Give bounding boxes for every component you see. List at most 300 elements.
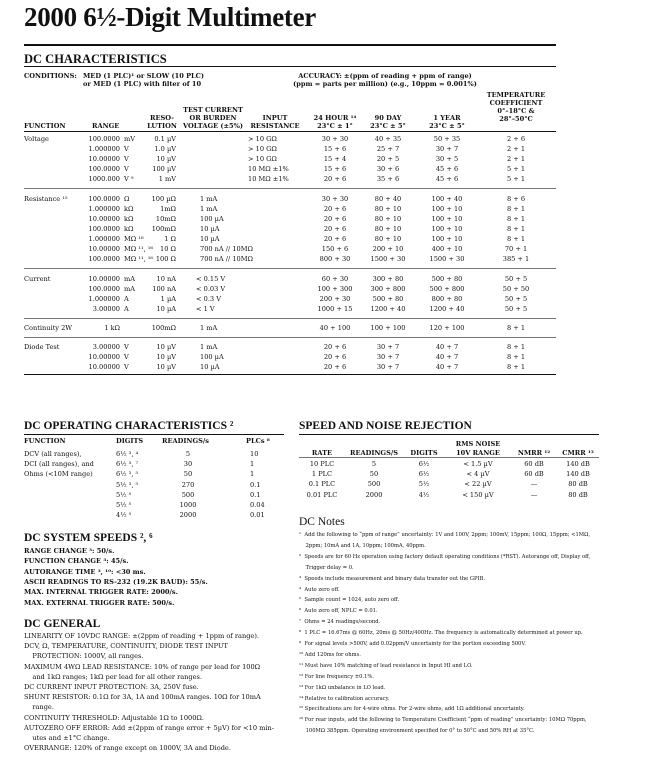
dc-cell-accuracy-1y: 100 + 10 [431, 205, 463, 213]
dc-cell-accuracy-24h: 100 + 300 [317, 285, 353, 293]
op-plcs: 0.04 [250, 501, 265, 509]
dc-cell-unit: A [124, 305, 129, 313]
sn-header-cmrr: CMRR ¹³ [562, 449, 594, 457]
header-input-1: INPUT [262, 114, 288, 122]
op-digits: 5½ ³, ⁵ [116, 480, 139, 489]
header-resolution-2: LUTION [147, 122, 177, 130]
dc-cell-resolution: 10 µA [156, 305, 176, 313]
dc-cell-accuracy-90d: 200 + 10 [372, 245, 404, 253]
sn-cell-rate: 10 PLC [309, 460, 335, 468]
dc-cell-accuracy-1y: 45 + 6 [435, 175, 459, 183]
dc-cell-accuracy-24h: 1000 + 15 [317, 305, 353, 313]
dc-cell-accuracy-24h: 20 + 6 [323, 235, 347, 243]
op-function-2: DCI (all ranges), and [24, 460, 94, 468]
op-readings: 1000 [179, 501, 197, 509]
dc-cell-accuracy-24h: 20 + 6 [323, 205, 347, 213]
note-line: ⁸ 1 PLC = 16.67ms @ 60Hz, 20ms @ 50Hz/400Hz. The frequency is automatically determined at power up. [299, 630, 583, 637]
dc-cell-resolution: 100mΩ [151, 324, 176, 332]
op-digits: 4½ ⁵ [116, 511, 132, 520]
dc-cell-accuracy-24h: 150 + 6 [321, 245, 349, 253]
op-digits: 5½ ⁵ [116, 501, 132, 509]
dc-cell-resolution: 1 µA [160, 295, 176, 303]
dc-cell-function: Resistance ¹⁵ [24, 195, 68, 203]
dc-cell-temp-coefficient: 8 + 1 [506, 205, 526, 213]
dc-cell-accuracy-90d: 1500 + 30 [370, 255, 406, 263]
conditions-line-2: or MED (1 PLC) with filter of 10 [83, 80, 202, 88]
dc-cell-accuracy-1y: 30 + 7 [435, 145, 459, 153]
sn-cell-rate: 0.01 PLC [306, 490, 338, 499]
op-plcs: 10 [250, 450, 259, 458]
page-title: 2000 6½-Digit Multimeter [24, 2, 316, 32]
dc-group-divider [24, 268, 556, 269]
dc-cell-test-current: 1 mA [200, 195, 218, 203]
op-header-digits: DIGITS [116, 437, 144, 445]
system-speed-line: AUTORANGE TIME ³, ¹⁰: <30 ms. [24, 567, 146, 576]
header-test-current-2: OR BURDEN [189, 114, 237, 122]
dc-cell-temp-coefficient: 2 + 1 [506, 145, 526, 153]
dc-cell-unit: A [124, 295, 129, 303]
op-header-plcs: PLCs ⁸ [246, 437, 270, 445]
sn-cell-rms-noise: < 1.5 µV [463, 460, 493, 468]
sn-cell-rate: 1 PLC [311, 470, 333, 479]
op-readings: 2000 [179, 511, 197, 520]
dc-cell-resolution: 0.1 µV [154, 135, 176, 143]
dc-cell-unit: MΩ ¹¹, ¹⁶ [124, 245, 154, 253]
general-line: MAXIMUM 4WΩ LEAD RESISTANCE: 10% of range per lead for 100Ω [24, 662, 261, 671]
header-1y-1: 1 YEAR [433, 114, 461, 122]
header-1y-2: 23°C ± 5° [429, 122, 465, 130]
sn-cell-nmrr: — [530, 480, 538, 489]
dc-cell-accuracy-24h: 20 + 6 [323, 215, 347, 223]
sn-header-rms-1: RMS NOISE [455, 440, 501, 448]
dc-cell-test-current: < 1 V [196, 305, 215, 313]
dc-cell-resolution: 100 µV [152, 165, 176, 173]
sn-cell-cmrr: 140 dB [566, 470, 590, 479]
sn-cell-digits: 4½ [418, 490, 430, 499]
dc-cell-resolution: 1.0 µV [154, 145, 176, 153]
dc-cell-unit: MΩ ¹⁶ [124, 235, 144, 243]
dc-cell-accuracy-24h: 20 + 6 [323, 363, 347, 371]
dc-cell-temp-coefficient: 8 + 1 [506, 225, 526, 233]
dc-cell-range: 10.00000 [88, 215, 120, 223]
dc-cell-input-resistance: > 10 GΩ [248, 155, 277, 163]
dc-cell-accuracy-1y: 50 + 35 [433, 135, 461, 143]
dc-cell-unit: kΩ [124, 215, 134, 223]
dc-cell-accuracy-1y: 120 + 100 [429, 324, 465, 332]
dc-cell-range: 100.0000 [88, 255, 120, 263]
dc-cell-resolution: 100mΩ [151, 225, 176, 233]
note-line: ¹⁰ Add 120ms for ohms. [299, 651, 361, 658]
dc-cell-test-current: < 0.03 V [196, 285, 226, 293]
dc-cell-resolution: 10 µV [156, 343, 176, 351]
op-plcs: 0.1 [250, 480, 261, 489]
note-line: ⁵ Sample count = 1024, auto zero off. [299, 597, 400, 604]
general-line: AUTOZERO OFF ERROR: Add ±(2ppm of range error + 5µV) for <10 min- [24, 723, 274, 732]
dc-cell-accuracy-90d: 30 + 7 [376, 343, 400, 351]
dc-cell-input-resistance: > 10 GΩ [248, 135, 277, 143]
sn-header-rms-2: 10V RANGE [456, 449, 500, 457]
op-header-readings: READINGS/s [162, 437, 209, 445]
dc-cell-accuracy-90d: 80 + 40 [374, 195, 402, 203]
sn-cell-nmrr: 60 dB [524, 470, 544, 479]
dc-group-divider [24, 188, 556, 189]
dc-cell-accuracy-24h: 15 + 6 [323, 145, 347, 153]
header-test-current-3: VOLTAGE (±5%) [182, 122, 244, 130]
dc-cell-accuracy-24h: 20 + 6 [323, 353, 347, 361]
general-line: CONTINUITY THRESHOLD: Adjustable 1Ω to 1000Ω. [24, 713, 204, 722]
general-line: PROTECTION: 1000V, all ranges. [24, 652, 144, 661]
dc-cell-unit: MΩ ¹¹, ¹⁶ [124, 255, 154, 263]
op-readings: 5 [185, 450, 191, 458]
dc-cell-unit: V [124, 363, 129, 371]
note-line: ³ Speeds include measurement and binary data transfer out the GPIB. [299, 575, 486, 582]
dc-cell-accuracy-90d: 30 + 6 [376, 165, 400, 173]
dc-cell-temp-coefficient: 70 + 1 [504, 245, 528, 253]
dc-cell-accuracy-90d: 100 + 100 [370, 324, 406, 332]
sn-cell-nmrr: — [530, 490, 538, 499]
sn-cell-readings: 50 [369, 470, 379, 479]
header-test-current-1: TEST CURRENT [183, 106, 243, 114]
dc-cell-resolution: 10 µV [156, 363, 176, 371]
header-rule [24, 131, 556, 132]
sn-header-nmrr: NMRR ¹² [517, 449, 551, 457]
op-plcs: 0.01 [250, 511, 265, 520]
op-readings: 500 [181, 490, 195, 499]
sn-header-digits: DIGITS [410, 449, 438, 457]
header-temp-3: 0°–18°C & [497, 107, 535, 115]
dc-cell-test-current: 100 µA [200, 215, 224, 223]
dc-cell-accuracy-1y: 500 + 800 [429, 285, 465, 293]
dc-cell-function: Current [24, 275, 51, 283]
dc-cell-accuracy-1y: 500 + 80 [431, 275, 463, 283]
dc-cell-range: 1.000000 [88, 205, 120, 213]
dc-cell-accuracy-1y: 100 + 40 [431, 195, 463, 203]
dc-cell-temp-coefficient: 2 + 1 [506, 155, 526, 163]
dc-cell-function: Voltage [24, 135, 49, 143]
dc-cell-range: 1000.000 [88, 175, 120, 183]
dc-cell-range: 100.0000 [88, 165, 120, 173]
dc-cell-temp-coefficient: 8 + 6 [506, 195, 526, 203]
dc-cell-accuracy-24h: 20 + 6 [323, 343, 347, 351]
header-24h-2: 23°C ± 1° [317, 122, 353, 130]
dc-cell-accuracy-90d: 1200 + 40 [370, 305, 406, 313]
dc-cell-unit: kΩ [124, 205, 134, 213]
system-speed-line: ASCII READINGS TO RS-232 (19.2K BAUD): 55/s. [24, 577, 208, 586]
sn-cell-cmrr: 80 dB [568, 480, 588, 489]
dc-cell-temp-coefficient: 8 + 1 [506, 343, 526, 351]
dc-cell-resolution: 100 Ω [155, 255, 176, 263]
dc-cell-test-current: 10 µA [200, 235, 220, 243]
dc-cell-accuracy-90d: 300 + 800 [370, 285, 406, 293]
dc-cell-unit: V [124, 343, 129, 351]
speed-noise-rule [299, 434, 599, 435]
dc-cell-accuracy-1y: 45 + 6 [435, 165, 459, 173]
sn-header-rate: RATE [311, 449, 333, 457]
dc-cell-accuracy-1y: 1500 + 30 [429, 255, 465, 263]
dc-cell-resolution: 10 Ω [160, 245, 176, 253]
dc-cell-temp-coefficient: 50 + 5 [504, 305, 528, 313]
dc-cell-temp-coefficient: 8 + 1 [506, 235, 526, 243]
dc-cell-accuracy-24h: 30 + 30 [321, 195, 349, 203]
note-line: 100MΩ 385ppm. Operating environment specified for 0° to 50°C and 50% RH at 35°C. [299, 728, 535, 735]
dc-cell-range: 1.000000 [88, 145, 120, 153]
header-90d-2: 23°C ± 5° [370, 122, 406, 130]
op-readings: 50 [183, 470, 193, 479]
conditions-line-1: MED (1 PLC)¹ or SLOW (10 PLC) [83, 72, 205, 80]
dc-cell-input-resistance: > 10 GΩ [248, 145, 277, 153]
note-line: ¹ Add the following to “ppm of range” uncertainty: 1V and 100V, 2ppm; 100mV, 15ppm; 100Ω, 15ppm; <1MΩ, [299, 532, 591, 538]
sn-cell-readings: 2000 [365, 490, 383, 499]
op-digits: 6½ ³, ⁴ [116, 450, 139, 458]
dc-notes-heading: DC Notes [299, 516, 345, 528]
dc-cell-resolution: 100 µΩ [151, 195, 176, 203]
system-speed-line: FUNCTION CHANGE ³: 45/s. [24, 557, 129, 566]
note-line: 2ppm; 10mA and 1A, 10ppm; 100mA, 40ppm. [299, 542, 426, 549]
dc-cell-accuracy-24h: 40 + 100 [319, 324, 351, 332]
dc-cell-temp-coefficient: 8 + 1 [506, 215, 526, 223]
op-header-function: FUNCTION [24, 437, 66, 445]
dc-cell-unit: kΩ [124, 225, 134, 233]
dc-cell-accuracy-90d: 30 + 7 [376, 353, 400, 361]
dc-cell-range: 10.00000 [88, 155, 120, 163]
general-line: range. [24, 703, 54, 712]
dc-cell-accuracy-1y: 100 + 10 [431, 225, 463, 233]
conditions-label: CONDITIONS: [24, 72, 77, 80]
header-temp-1: TEMPERATURE [486, 91, 546, 99]
sn-cell-nmrr: 60 dB [524, 460, 544, 468]
general-line: OVERRANGE: 120% of range except on 1000V, 3A and Diode. [24, 744, 231, 753]
dc-cell-accuracy-90d: 30 + 7 [376, 363, 400, 371]
dc-cell-temp-coefficient: 8 + 1 [506, 353, 526, 361]
dc-cell-accuracy-90d: 300 + 80 [372, 275, 404, 283]
dc-cell-range: 1.000000 [88, 295, 120, 303]
dc-cell-temp-coefficient: 8 + 1 [506, 363, 526, 371]
dc-cell-accuracy-90d: 40 + 35 [374, 135, 402, 143]
system-speed-line: MAX. EXTERNAL TRIGGER RATE: 500/s. [24, 598, 175, 607]
dc-cell-resolution: 10mΩ [155, 215, 176, 223]
note-line: ¹⁶ For rear inputs, add the following to Temperature Coefficient “ppm of reading” uncertainty: 10MΩ 70ppm, [299, 717, 587, 724]
dc-cell-resolution: 10 nA [156, 275, 176, 283]
dc-cell-accuracy-90d: 80 + 10 [374, 205, 402, 213]
dc-cell-test-current: 1 mA [200, 205, 218, 213]
header-90d-1: 90 DAY [374, 114, 402, 122]
dc-cell-range: 10.00000 [88, 353, 120, 361]
dc-cell-unit: V [124, 353, 129, 361]
dc-cell-accuracy-24h: 800 + 30 [319, 255, 351, 263]
dc-general-heading: DC GENERAL [24, 618, 101, 630]
system-speed-line: RANGE CHANGE ³: 50/s. [24, 547, 115, 555]
sn-cell-digits: 6½ [418, 460, 430, 468]
header-24h-1: 24 HOUR ¹⁴ [313, 114, 357, 122]
sn-cell-rms-noise: < 22 µV [464, 480, 492, 489]
dc-cell-accuracy-24h: 60 + 30 [321, 275, 349, 283]
dc-cell-accuracy-1y: 100 + 10 [431, 215, 463, 223]
dc-cell-range: 3.00000 [92, 343, 120, 351]
note-line: ⁷ Ohms = 24 readings/second. [299, 619, 381, 626]
dc-cell-accuracy-90d: 25 + 7 [376, 145, 400, 153]
dc-cell-range: 10.00000 [88, 275, 120, 283]
dc-cell-resolution: 100 nA [152, 285, 176, 293]
op-plcs: 0.1 [250, 490, 261, 499]
op-function-1: DCV (all ranges), [24, 450, 82, 458]
header-range: RANGE [92, 122, 120, 130]
operating-heading: DC OPERATING CHARACTERISTICS ² [24, 420, 234, 432]
general-line: DCV, Ω, TEMPERATURE, CONTINUITY, DIODE TEST INPUT [24, 642, 228, 651]
sn-cell-rms-noise: < 4 µV [466, 470, 490, 479]
dc-group-divider [24, 337, 556, 338]
dc-cell-test-current: 10 µA [200, 363, 220, 371]
note-line: ¹¹ Must have 10% matching of lead resistance in Input HI and LO. [299, 662, 473, 669]
dc-cell-input-resistance: 10 MΩ ±1% [248, 175, 289, 183]
title-rule [24, 44, 556, 46]
dc-cell-range: 1.000000 [88, 235, 120, 243]
dc-cell-range: 10.00000 [88, 245, 120, 253]
note-line: ² Speeds are for 60 Hz operation using factory default operating conditions (*RST). Autorange off, Display off, [299, 553, 591, 560]
note-line: ⁴ Auto zero off. [299, 586, 340, 593]
dc-cell-accuracy-24h: 15 + 4 [323, 155, 347, 163]
dc-cell-test-current: 10 µA [200, 225, 220, 233]
note-line: ⁹ For signal levels >500V, add 0.02ppm/V uncertainty for the portion exceeding 500V. [299, 641, 526, 647]
speed-noise-heading: SPEED AND NOISE REJECTION [299, 420, 472, 432]
dc-cell-resolution: 1 Ω [164, 235, 176, 243]
dc-cell-accuracy-24h: 20 + 6 [323, 225, 347, 233]
dc-cell-accuracy-90d: 500 + 80 [372, 295, 404, 303]
op-readings: 270 [181, 480, 195, 489]
general-line: LINEARITY OF 10VDC RANGE: ±(2ppm of reading + 1ppm of range). [24, 632, 259, 640]
dc-cell-unit: V [124, 145, 129, 153]
dc-cell-accuracy-90d: 35 + 6 [376, 175, 400, 183]
dc-cell-resolution: 10 µV [156, 353, 176, 361]
dc-cell-input-resistance: 10 MΩ ±1% [248, 165, 289, 173]
dc-cell-accuracy-1y: 40 + 7 [435, 363, 459, 371]
dc-cell-accuracy-1y: 40 + 7 [435, 353, 459, 361]
dc-cell-test-current: < 0.15 V [196, 275, 226, 283]
dc-cell-unit: V ⁹ [124, 175, 134, 183]
general-line: and 1kΩ ranges; 1kΩ per lead for all other ranges. [24, 672, 203, 681]
note-line: Trigger delay = 0. [299, 564, 354, 571]
dc-cell-unit: mA [124, 275, 136, 283]
general-line: SHUNT RESISTOR: 0.1Ω for 3A, 1A and 100mA ranges. 10Ω for 10mA [24, 693, 261, 702]
system-speed-line: MAX. INTERNAL TRIGGER RATE: 2000/s. [24, 588, 178, 597]
sn-header-readings: READINGS/S [349, 449, 398, 457]
sn-cell-readings: 5 [371, 460, 377, 468]
dc-cell-range: 3.00000 [92, 305, 120, 313]
dc-cell-accuracy-24h: 30 + 30 [321, 135, 349, 143]
dc-cell-temp-coefficient: 8 + 1 [506, 324, 526, 332]
dc-cell-range: 100.0000 [88, 285, 120, 293]
dc-cell-accuracy-1y: 400 + 10 [431, 245, 463, 253]
dc-cell-unit: V [124, 155, 129, 163]
dc-cell-range: 1 kΩ [104, 324, 120, 332]
dc-cell-test-current: 700 nA // 10MΩ [200, 255, 253, 263]
dc-cell-accuracy-1y: 1200 + 40 [429, 305, 465, 313]
op-plcs: 1 [250, 460, 255, 469]
sn-cell-readings: 500 [367, 480, 381, 489]
dc-cell-accuracy-1y: 40 + 7 [435, 343, 459, 351]
sn-cell-digits: 5½ [418, 480, 430, 489]
dc-cell-temp-coefficient: 50 + 50 [502, 285, 530, 293]
dc-cell-range: 100.0000 [88, 195, 120, 203]
dc-cell-temp-coefficient: 5 + 1 [506, 175, 526, 183]
dc-cell-unit: V [124, 165, 129, 173]
dc-cell-function: Continuity 2W [24, 324, 73, 332]
dc-cell-temp-coefficient: 5 + 1 [506, 165, 526, 173]
dc-cell-test-current: < 0.3 V [196, 295, 221, 303]
note-line: ¹³ For 1kΩ unbalance in LO lead. [299, 684, 386, 691]
operating-rule [24, 434, 284, 435]
dc-cell-range: 100.0000 [88, 135, 120, 143]
dc-cell-function: Diode Test [24, 343, 60, 351]
note-line: ¹² For line frequency ±0.1%. [299, 673, 374, 680]
op-plcs: 1 [250, 470, 255, 479]
dc-cell-accuracy-1y: 30 + 5 [435, 155, 459, 163]
op-digits: 6½ ³, ⁷ [116, 460, 139, 469]
sn-cell-cmrr: 80 dB [568, 490, 588, 499]
dc-table-bottom-rule [24, 374, 556, 375]
dc-cell-accuracy-24h: 200 + 30 [319, 295, 351, 303]
general-line: utes and ±1°C change. [24, 734, 110, 742]
sn-cell-rate: 0.1 PLC [308, 480, 336, 489]
dc-cell-range: 10.00000 [88, 363, 120, 371]
op-digits: 5½ ⁵ [116, 490, 132, 499]
dc-cell-unit: mV [124, 135, 136, 143]
note-line: ¹⁵ Specifications are for 4-wire ohms. For 2-wire ohms, add 1Ω additional uncertainty. [299, 706, 525, 713]
dc-cell-resolution: 10 µV [156, 155, 176, 163]
header-temp-2: COEFFICIENT [489, 99, 543, 107]
sn-cell-rms-noise: < 150 µV [462, 490, 494, 499]
dc-cell-unit: Ω [124, 195, 130, 203]
dc-cell-accuracy-1y: 800 + 80 [431, 295, 463, 303]
accuracy-line-2: (ppm = parts per million) (e.g., 10ppm = 0.001%) [293, 80, 477, 88]
note-line: ¹⁴ Relative to calibration accuracy. [299, 695, 390, 702]
op-function-3: Ohms (<10M range) [24, 470, 93, 478]
dc-rule [24, 66, 556, 67]
dc-cell-accuracy-1y: 100 + 10 [431, 235, 463, 243]
sn-cell-cmrr: 140 dB [566, 460, 590, 468]
speed-noise-header-rule [299, 457, 599, 458]
dc-cell-accuracy-90d: 80 + 10 [374, 235, 402, 243]
dc-cell-test-current: 1 mA [200, 343, 218, 351]
system-speeds-heading: DC SYSTEM SPEEDS ², ⁶ [24, 532, 153, 544]
op-digits: 6½ ³, ⁵ [116, 470, 139, 479]
dc-cell-unit: mA [124, 285, 136, 293]
dc-cell-accuracy-90d: 80 + 10 [374, 215, 402, 223]
dc-group-divider [24, 318, 556, 319]
note-line: ⁶ Auto zero off, NPLC = 0.01. [299, 608, 378, 615]
header-function: FUNCTION [24, 122, 66, 130]
accuracy-line-1: ACCURACY: ±(ppm of reading + ppm of range) [298, 72, 472, 80]
dc-cell-test-current: 1 mA [200, 324, 218, 332]
dc-cell-temp-coefficient: 50 + 5 [504, 295, 528, 303]
header-input-2: RESISTANCE [250, 122, 300, 130]
general-line: DC CURRENT INPUT PROTECTION: 3A, 250V fuse. [24, 683, 199, 691]
dc-cell-accuracy-90d: 20 + 5 [376, 155, 400, 163]
op-readings: 30 [183, 460, 193, 469]
header-temp-4: 28°–50°C [499, 115, 533, 123]
dc-cell-accuracy-24h: 15 + 6 [323, 165, 347, 173]
header-resolution-1: RESO- [150, 114, 174, 122]
dc-characteristics-heading: DC CHARACTERISTICS [24, 52, 167, 66]
dc-cell-temp-coefficient: 2 + 6 [506, 135, 526, 143]
dc-cell-resolution: 1mΩ [160, 205, 176, 213]
dc-cell-temp-coefficient: 50 + 5 [504, 275, 528, 283]
dc-cell-resolution: 1 mV [158, 175, 176, 183]
dc-cell-accuracy-90d: 80 + 10 [374, 225, 402, 233]
dc-cell-temp-coefficient: 385 + 1 [502, 255, 530, 263]
dc-cell-test-current: 700 nA // 10MΩ [200, 245, 253, 253]
dc-cell-accuracy-24h: 20 + 6 [323, 175, 347, 183]
dc-cell-range: 100.0000 [88, 225, 120, 233]
